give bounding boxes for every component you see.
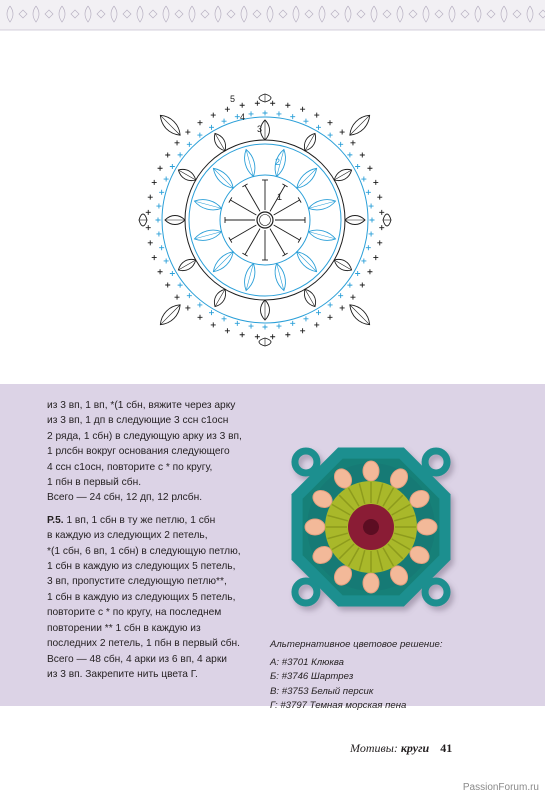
instruction-line: из 3 вп, 1 дп в следующие 3 ссн с1осн [47,415,229,427]
round-1-stitch [245,185,260,211]
round-3-puff [165,216,185,225]
round-1-stitch [230,225,256,240]
instruction-line: 1 рлсбн вокруг основания следующего [47,446,230,458]
round-5-stitch [340,305,345,310]
round-4-stitch [209,125,214,130]
alt-colorway-title: Альтернативное цветовое решение: [270,639,443,650]
round-5-stitch [367,166,372,171]
round-1-stitch [270,229,285,255]
round-5-corner-loop [157,301,184,328]
corner-loop [425,581,447,603]
round-5-stitch [285,103,290,108]
round-4-stitch [370,218,375,223]
round-5-stitch [350,295,355,300]
instruction-line: Всего — 48 сбн, 4 арки из 6 вп, 4 арки [47,653,227,665]
instruction-line: из 3 вп, 1 вп, *(1 сбн, вяжите через арку [47,400,236,411]
round-5-stitch [285,332,290,337]
round-4-stitch [159,190,164,195]
instruction-line: 1 пбн в первый сбн. [47,477,142,489]
round-5-stitch [148,195,153,200]
round-4-stitch [361,177,366,182]
round-5-stitch [158,269,163,274]
peach-puff [305,519,325,535]
round-4-stitch [366,190,371,195]
round-4-stitch [249,111,254,116]
alternative-colorway [270,638,500,714]
round-4-stitch [178,152,183,157]
round-1-stitch-bar [229,197,232,202]
decorative-top-border [0,0,545,44]
round-4-stitch [178,283,183,288]
round-4-stitch [328,133,333,138]
round-5-stitch [373,255,378,260]
round-2-cluster [210,165,236,191]
page-footer [350,741,452,756]
round-5-stitch [146,225,151,230]
round-5-side-loop [259,94,271,102]
round-2-cluster [210,249,236,275]
round-2-cluster-stem [297,252,317,272]
color-item: Г: #3797 Темная морская пена [270,700,407,712]
round-2-cluster [242,262,258,291]
round-5-stitch [328,120,333,125]
round-4-stitch [355,164,360,169]
round-5-stitch [165,283,170,288]
section-name: Мотивы: [350,741,398,755]
round-5-stitch [158,166,163,171]
round-5-stitch [240,103,245,108]
instruction-line: 1 сбн в каждую из следующих 5 петель, [47,591,236,603]
round-2-cluster-stem [213,168,233,188]
round-5-corner-loop [346,301,373,328]
round-4-stitch [276,111,281,116]
round-4-stitch [156,231,161,236]
round-4-stitch [249,324,254,329]
round-4-stitch [197,133,202,138]
subsection-name: круги [400,741,430,755]
round-4-stitch [361,258,366,263]
round-4-stitch [263,325,268,330]
round-5-stitch [197,315,202,320]
round-5-stitch [360,152,365,157]
peach-puff [363,573,379,593]
round-3-puff [261,300,270,320]
round-4-stitch [222,316,227,321]
instruction-line: повторении ** 1 сбн в каждую из [47,622,201,634]
round-5-stitch [350,140,355,145]
round-5-stitch [270,101,275,106]
round-4-stitch [170,271,175,276]
round-2-cluster [294,249,320,275]
round-4-stitch [187,142,192,147]
round-4-stitch [159,245,164,250]
round-5-stitch [185,305,190,310]
pattern-instructions [47,398,272,682]
round-4-stitch [222,119,227,124]
instruction-total: Всего — 24 сбн, 12 дп, 12 рлсбн. [47,492,203,504]
round-5-stitch [270,334,275,339]
round-4-stitch [355,271,360,276]
round-4-ring [162,117,368,323]
round-4-stitch [366,245,371,250]
round-5-corner-loop [157,112,184,139]
round-5-stitch [314,113,319,118]
corner-loop [295,451,317,473]
watermark: PassionForum.ru [462,782,539,793]
round-5-stitch [175,295,180,300]
row-label-2: 2 [275,157,281,167]
round-2-cluster [242,148,258,177]
round-5-stitch [255,334,260,339]
round-3-puff [345,216,365,225]
round-5-stitch [240,332,245,337]
round-4-stitch [164,258,169,263]
round-4-stitch [303,119,308,124]
round-5-corner-loop [346,112,373,139]
peach-puff [417,519,437,535]
round-5-stitch [379,225,384,230]
round-1-stitch-bar [298,197,301,202]
instruction-line: повторите с * по кругу, на последнем [47,607,222,619]
round-5-stitch [148,240,153,245]
round-5-side-loop [383,214,391,226]
round-1-stitch-bar [282,184,287,187]
round-5-stitch [328,315,333,320]
color-item: Б: #3746 Шартрез [270,671,354,683]
instruction-line: 1 сбн в каждую из следующих 5 петель, [47,561,236,573]
round-3-ring [185,140,345,300]
color-item: А: #3701 Клюква [270,656,345,668]
round-4-stitch [290,114,295,119]
row-label-1: 1 [277,192,283,202]
row-label-3: 3 [257,124,263,134]
round-5-stitch [225,328,230,333]
round-5-stitch [175,140,180,145]
round-4-stitch [263,111,268,116]
round-2-cluster [294,165,320,191]
round-5-stitch [211,322,216,327]
round-4-stitch [235,321,240,326]
motif-photo [262,418,480,636]
color-item: В: #3753 Белый персик [270,685,374,697]
round-4-stitch [347,283,352,288]
corner-loop [425,451,447,473]
round-4-stitch [316,125,321,130]
round-2-cluster [307,227,336,243]
round-5-stitch [300,107,305,112]
round-5-stitch [165,152,170,157]
round-5-stitch [211,113,216,118]
round-5-side-loop [259,338,271,346]
round-4-stitch [187,293,192,298]
round-1-stitch-bar [229,237,232,242]
round-4-stitch [338,142,343,147]
round-5-stitch [185,130,190,135]
round-1-stitch [245,229,260,255]
magic-ring-inner [260,215,271,226]
center-hole [363,519,379,535]
round-5-stitch [152,180,157,185]
round-4-stitch [338,293,343,298]
round-5-label: Р.5. [47,514,64,526]
round-5-stitch [360,283,365,288]
round-4-stitch [328,302,333,307]
round-4-stitch [369,231,374,236]
round-1-stitch [274,225,300,240]
round-4-stitch [369,204,374,209]
round-4-stitch [316,310,321,315]
page-number: 41 [440,741,453,755]
round-4-stitch [290,321,295,326]
round-5-stitch [340,130,345,135]
round-4-stitch [156,204,161,209]
row-label-5: 5 [230,94,236,104]
round-5-stitch [152,255,157,260]
round-2-chain [189,144,341,296]
round-5-stitch [225,107,230,112]
round-5-stitch [300,328,305,333]
round-5-stitch [314,322,319,327]
round-4-stitch [197,302,202,307]
round-4-stitch [156,218,161,223]
instruction-line: 4 ссн с1осн, повторите с * по кругу, [47,461,213,473]
round-1-stitch [274,200,300,215]
round-2-cluster [272,262,288,291]
round-4-stitch [303,316,308,321]
round-5-stitch [197,120,202,125]
round-5-stitch [146,210,151,215]
instruction-line: из 3 вп. Закрепите нить цвета Г. [47,668,198,680]
instruction-line: Р.5. 1 вп, 1 сбн в ту же петлю, 1 сбн [47,514,216,526]
round-4-stitch [347,152,352,157]
round-1-stitch-bar [242,184,247,187]
round-2-cluster-stem [297,168,317,188]
round-5-stitch [377,195,382,200]
round-5-stitch [255,101,260,106]
peach-puff [363,461,379,481]
round-5-stitch [377,240,382,245]
row-label-4: 4 [240,112,246,122]
round-4-stitch [276,324,281,329]
round-1-stitch-bar [282,253,287,256]
round-4-stitch [170,164,175,169]
instruction-line: последних 2 петель, 1 пбн в первый сбн. [47,638,241,650]
instruction-line: *(1 сбн, 6 вп, 1 сбн) в следующую петлю, [47,545,241,557]
round-1-stitch-bar [242,253,247,256]
round-2-cluster-stem [213,252,233,272]
round-5-stitch [373,180,378,185]
instruction-line: 3 вп, пропустите следующую петлю**, [47,576,227,588]
round-5-side-loop [139,214,147,226]
round-2-cluster [193,227,222,243]
round-5-stitch [379,210,384,215]
round-2-cluster [193,197,222,213]
round-4-stitch [164,177,169,182]
round-5-stitch [367,269,372,274]
crochet-diagram [120,75,410,365]
instruction-line: в каждую из следующих 2 петель, [47,530,208,542]
corner-loop [295,581,317,603]
instruction-line: 2 ряда, 1 сбн) в следующую арку из 3 вп, [47,430,242,442]
round-1-stitch-bar [298,237,301,242]
round-2-cluster [307,197,336,213]
round-4-stitch [209,310,214,315]
round-1-stitch [230,200,256,215]
